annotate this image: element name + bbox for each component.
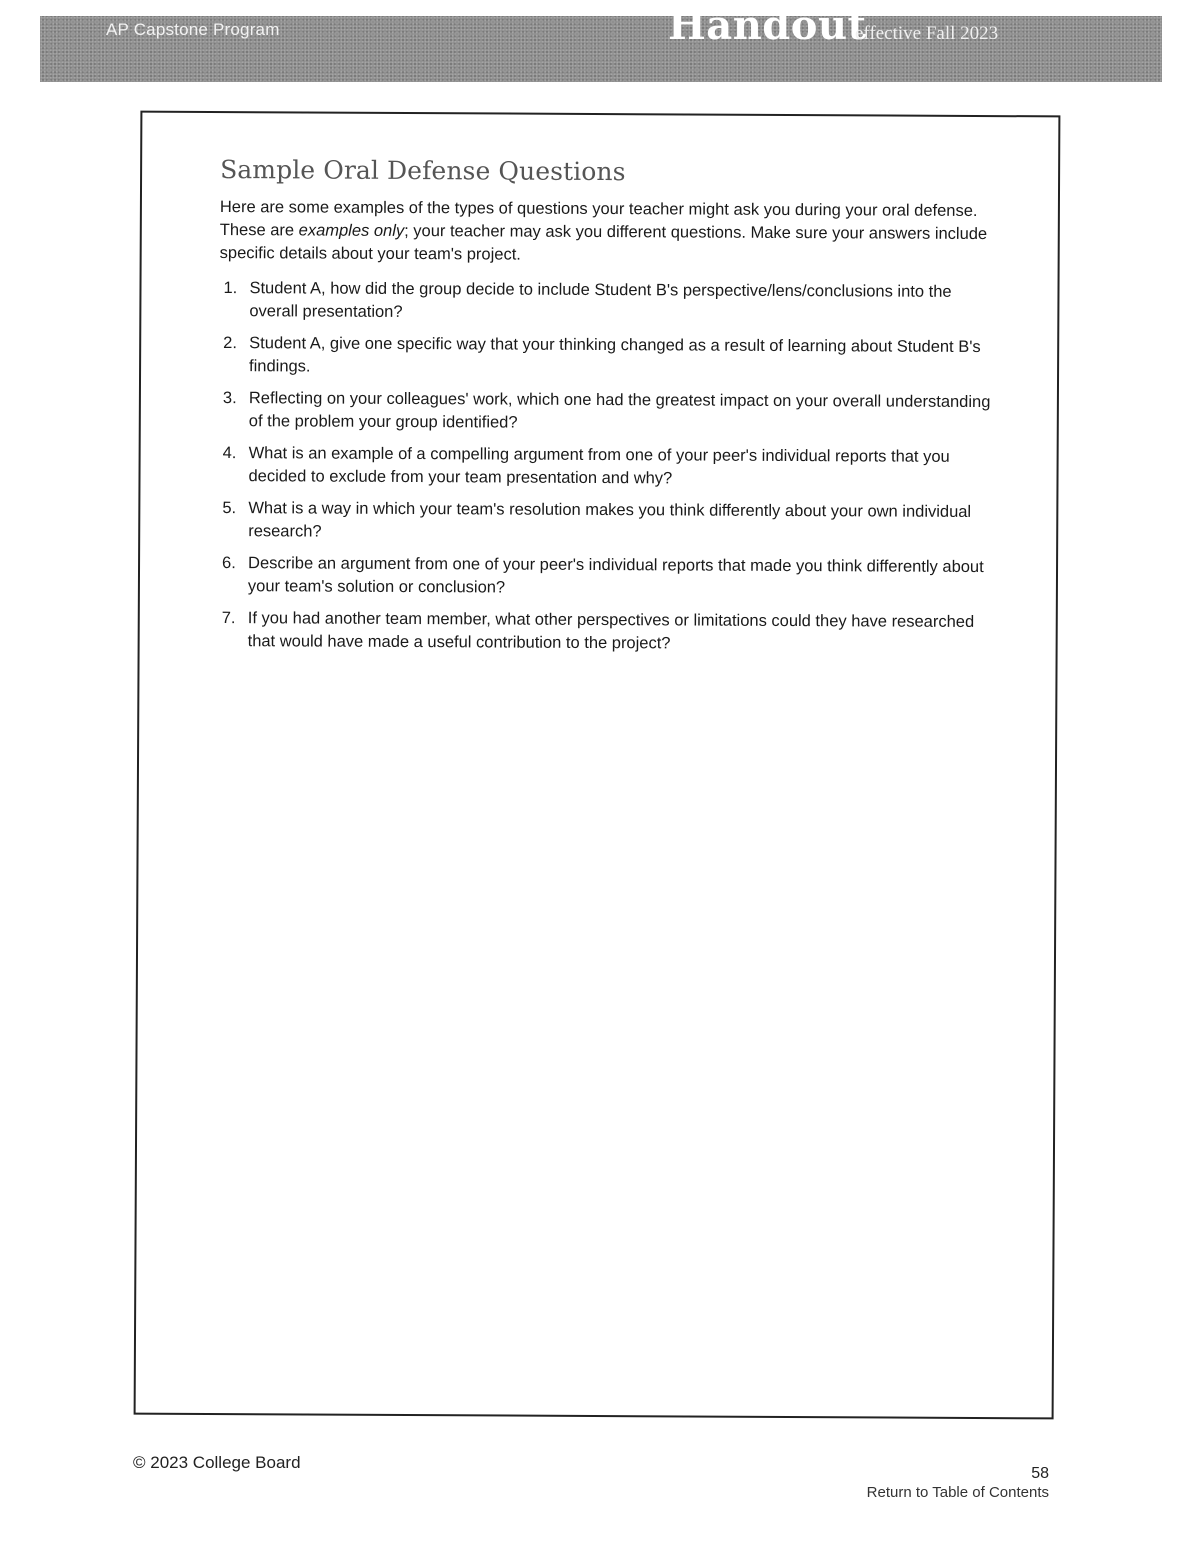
intro-text-after: ; your teacher may ask you different questions. Make sure your answers include specific details about your team's project.: [219, 221, 988, 264]
question-text: Student A, give one specific way that your thinking changed as a result of learning about Student B's findings.: [249, 334, 981, 376]
question-text: Describe an argument from one of your peer's individual reports that made you think differently about your team's solution or conclusion?: [247, 554, 984, 597]
question-number: 2.: [223, 334, 238, 353]
question-item: [219, 387, 999, 437]
question-number: 1.: [223, 279, 238, 298]
question-item: [218, 552, 998, 602]
question-text: If you had another team member, what other perspectives or limitations could they have researched that would have made a useful contribution to the project?: [247, 609, 975, 653]
return-to-toc-link[interactable]: Return to Table of Contents: [866, 1484, 1049, 1501]
content-inner: [218, 155, 1001, 666]
effective-date: effective Fall 2023: [855, 23, 999, 44]
content-box: [134, 111, 1061, 1420]
copyright-notice: © 2023 College Board: [133, 1453, 301, 1472]
intro-paragraph: [220, 196, 1000, 269]
question-item: [218, 442, 998, 492]
question-number: 7.: [221, 609, 236, 628]
page-number: 58: [1031, 1465, 1049, 1482]
question-number: 4.: [222, 444, 237, 463]
question-list: [218, 277, 1000, 657]
question-item: [218, 497, 998, 547]
question-text: What is a way in which your team's resolution makes you think differently about your own individual research?: [248, 499, 972, 541]
question-text: What is an example of a compelling argument from one of your peer's individual reports that you decided to exclude from your team presentation and why?: [248, 444, 950, 488]
question-item: [218, 607, 998, 657]
program-name: AP Capstone Program: [106, 20, 280, 39]
question-number: 6.: [222, 554, 236, 573]
question-item: [219, 332, 999, 382]
question-text: Student A, how did the group decide to include Student B's perspective/lens/conclusions into the overall presentation?: [249, 279, 952, 321]
handout-title: Handout: [668, 2, 867, 49]
question-number: 5.: [222, 499, 237, 518]
intro-text-before: Here are some examples of the types of questions your teacher might ask you during your oral defense. These are: [219, 198, 978, 240]
page-title: Sample Oral Defense Questions: [220, 155, 626, 187]
question-number: 3.: [222, 389, 237, 408]
intro-emphasis: examples only: [298, 221, 405, 240]
question-text: Reflecting on your colleagues' work, which one had the greatest impact on your overall understanding of the problem your group identified?: [248, 389, 991, 432]
question-item: [219, 277, 999, 327]
